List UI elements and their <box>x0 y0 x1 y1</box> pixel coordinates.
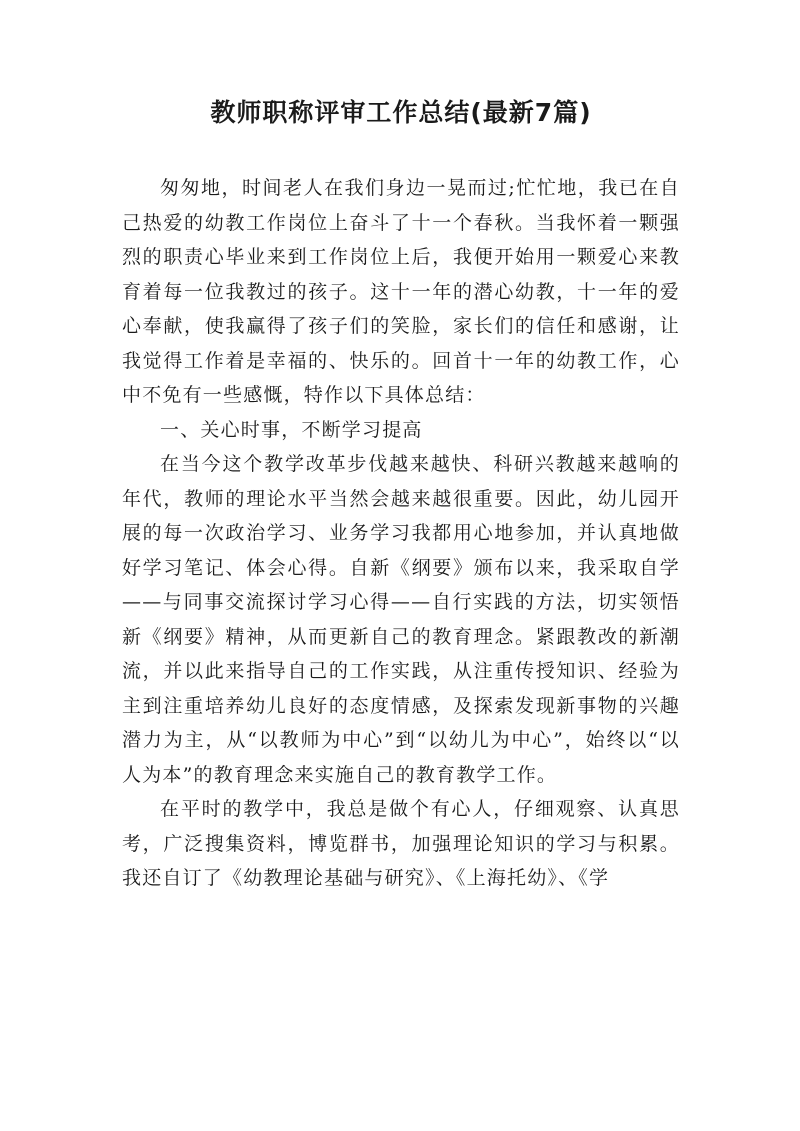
paragraph-intro: 匆匆地，时间老人在我们身边一晃而过;忙忙地，我已在自己热爱的幼教工作岗位上奋斗了十一个春秋。当我怀着一颗强烈的职责心毕业来到工作岗位上后，我便开始用一颗爱心来教育着每一位我教过的孩子。这十一年的潜心幼教，十一年的爱心奉献，使我赢得了孩子们的笑脸，家长们的信任和感谢，让我觉得工作着是幸福的、快乐的。回首十一年的幼教工作，心中不免有一些感慨，特作以下具体总结： <box>122 177 680 406</box>
document-title: 教师职称评审工作总结(最新7篇) <box>210 98 592 127</box>
paragraph-teaching: 在平时的教学中，我总是做个有心人，仔细观察、认真思考，广泛搜集资料，博览群书，加强理论知识的学习与积累。我还自订了《幼教理论基础与研究》、《上海托幼》、《学 <box>122 798 680 889</box>
paragraph-study: 在当今这个教学改革步伐越来越快、科研兴教越来越响的年代，教师的理论水平当然会越来越很重要。因此，幼儿园开展的每一次政治学习、业务学习我都用心地参加，并认真地做好学习笔记、体会心得。自新《纲要》颁布以来，我采取自学——与同事交流探讨学习心得——自行实践的方法，切实领悟新《纲要》精神，从而更新自己的教育理念。紧跟教改的新潮流，并以此来指导自己的工作实践，从注重传授知识、经验为主到注重培养幼儿良好的态度情感，及探索发现新事物的兴趣潜力为主，从“以教师为中心”到“以幼儿为中心”，始终以“以人为本”的教育理念来实施自己的教育教学工作。 <box>122 453 680 786</box>
section-heading-1: 一、关心时事，不断学习提高 <box>160 418 423 441</box>
document-body <box>122 171 680 896</box>
